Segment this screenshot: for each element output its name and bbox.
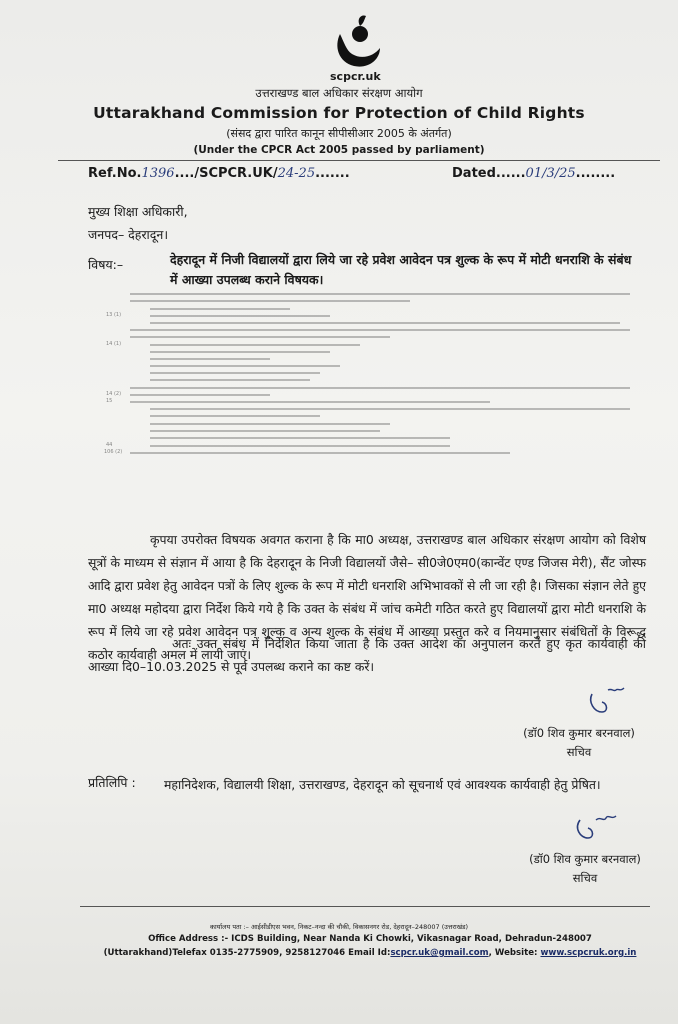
svg-text:13 (1): 13 (1) bbox=[106, 312, 122, 318]
signatory-name: (डॉ0 शिव कुमार बरनवाल) bbox=[523, 726, 635, 740]
signature-mark-1 bbox=[586, 680, 632, 720]
header-rule bbox=[58, 160, 660, 161]
svg-text:14 (2): 14 (2) bbox=[106, 391, 122, 397]
hindi-org-name: उत्तराखण्ड बाल अधिकार संरक्षण आयोग bbox=[255, 86, 423, 100]
svg-text:106 (2): 106 (2) bbox=[104, 449, 123, 455]
email-link[interactable]: scpcr.uk@gmail.com bbox=[390, 948, 489, 958]
body-paragraph-1: कृपया उपरोक्त विषयक अवगत कराना है कि मा0 अध्यक्ष, उत्तराखण्ड बाल अधिकार संरक्षण आयोग को विशेष सूत्रों के माध्यम से संज्ञान में आया है कि देहरादून के निजी विद्यालयों जैसे– सी0जे0एम0(कान्वेंट एण्ड जिजस मेरी), सैंट जोस्फ आदि द्वारा प्रवेश हेतु आवेदन पत्रों के लिए शुल्क के रूप में मोटी धनराशि अभिभावकों से ली जा रही है। जिसका संज्ञान लेते हुए मा0 अध्यक्ष महोदया द्वारा निर्देश किये गये है कि उक्त के संबंध में जांच कमेटी गठित करते हुए विद्यालयों द्वारा मोटी धनराशि के रूप में लिये जा रहे प्रवेश आवेदन पत्र शुल्क व अन्य शुल्क के संबंध में आख्या प्रस्तुत करे व नियमानुसार संबंधितों के विरूद्ध कठोर कार्यवाही अमल में लायी जाएं। bbox=[88, 532, 646, 662]
legal-excerpt-block bbox=[90, 290, 650, 460]
addressee-line-2: जनपद– देहरादून। bbox=[88, 227, 169, 242]
org-name: Uttarakhand Commission for Protection of Child Rights bbox=[93, 104, 585, 122]
signatory-title-2: सचिव bbox=[572, 871, 598, 885]
copy-to-text: महानिदेशक, विद्यालयी शिक्षा, उत्तराखण्ड, देहरादून को सूचनार्थ एवं आवश्यक कार्यवाही हेतु प्रेषित। bbox=[164, 777, 601, 792]
signatory-title: सचिव bbox=[566, 745, 592, 759]
hindi-act-line: (संसद द्वारा पारित कानून सीपीसीआर 2005 के अंतर्गत) bbox=[226, 127, 452, 140]
website-link[interactable]: www.scpcruk.org.in bbox=[540, 948, 637, 958]
logo-text: scpcr.uk bbox=[330, 70, 381, 83]
signatory-name-2: (डॉ0 शिव कुमार बरनवाल) bbox=[529, 852, 641, 866]
reference-number: Ref.No.1396..../SCPCR.UK/24-25....... bbox=[88, 166, 350, 181]
body-paragraph-2: अतः उक्त संबंध में निर्देशित किया जाता है कि उक्त आदेश का अनुपालन करते हुए कृत कार्यवाही की आख्या दि0–10.03.2025 से पूर्व उपलब्ध कराने का कष्ट करें। bbox=[88, 636, 646, 674]
footer-hindi-address: कार्यालय पता :– आईसीडीएस भवन, निकट–नन्दा की चौकी, विकासनगर रोड, देहरादून–248007 (उत्तराखंड) bbox=[209, 923, 469, 931]
signature-mark-2 bbox=[572, 808, 624, 848]
footer-address: Office Address :- ICDS Building, Near Nanda Ki Chowki, Vikasnagar Road, Dehradun-248007 (Uttarakhand)Telefax 0135-2775909, 9258127046 Email Id:scpcr.uk@gmail.com, Website: www.scpcruk.org.in bbox=[103, 934, 637, 958]
subject-text: देहरादून में निजी विद्यालयों द्वारा लिये जा रहे प्रवेश आवेदन पत्र शुल्क के रूप में मोटी धनराशि के संबंध में आख्या उपलब्ध कराने विषयक। bbox=[170, 252, 632, 287]
reference-date: Dated......01/3/25........ bbox=[452, 166, 616, 181]
svg-text:44: 44 bbox=[106, 442, 113, 448]
subject-label: विषय:– bbox=[88, 257, 124, 272]
copy-to-label: प्रतिलिपि : bbox=[88, 775, 136, 790]
svg-text:14 (1): 14 (1) bbox=[106, 341, 122, 347]
act-line: (Under the CPCR Act 2005 passed by parliament) bbox=[193, 144, 485, 156]
svg-text:15: 15 bbox=[106, 398, 113, 404]
footer-rule bbox=[80, 906, 650, 907]
addressee-line-1: मुख्य शिक्षा अधिकारी, bbox=[88, 204, 188, 219]
